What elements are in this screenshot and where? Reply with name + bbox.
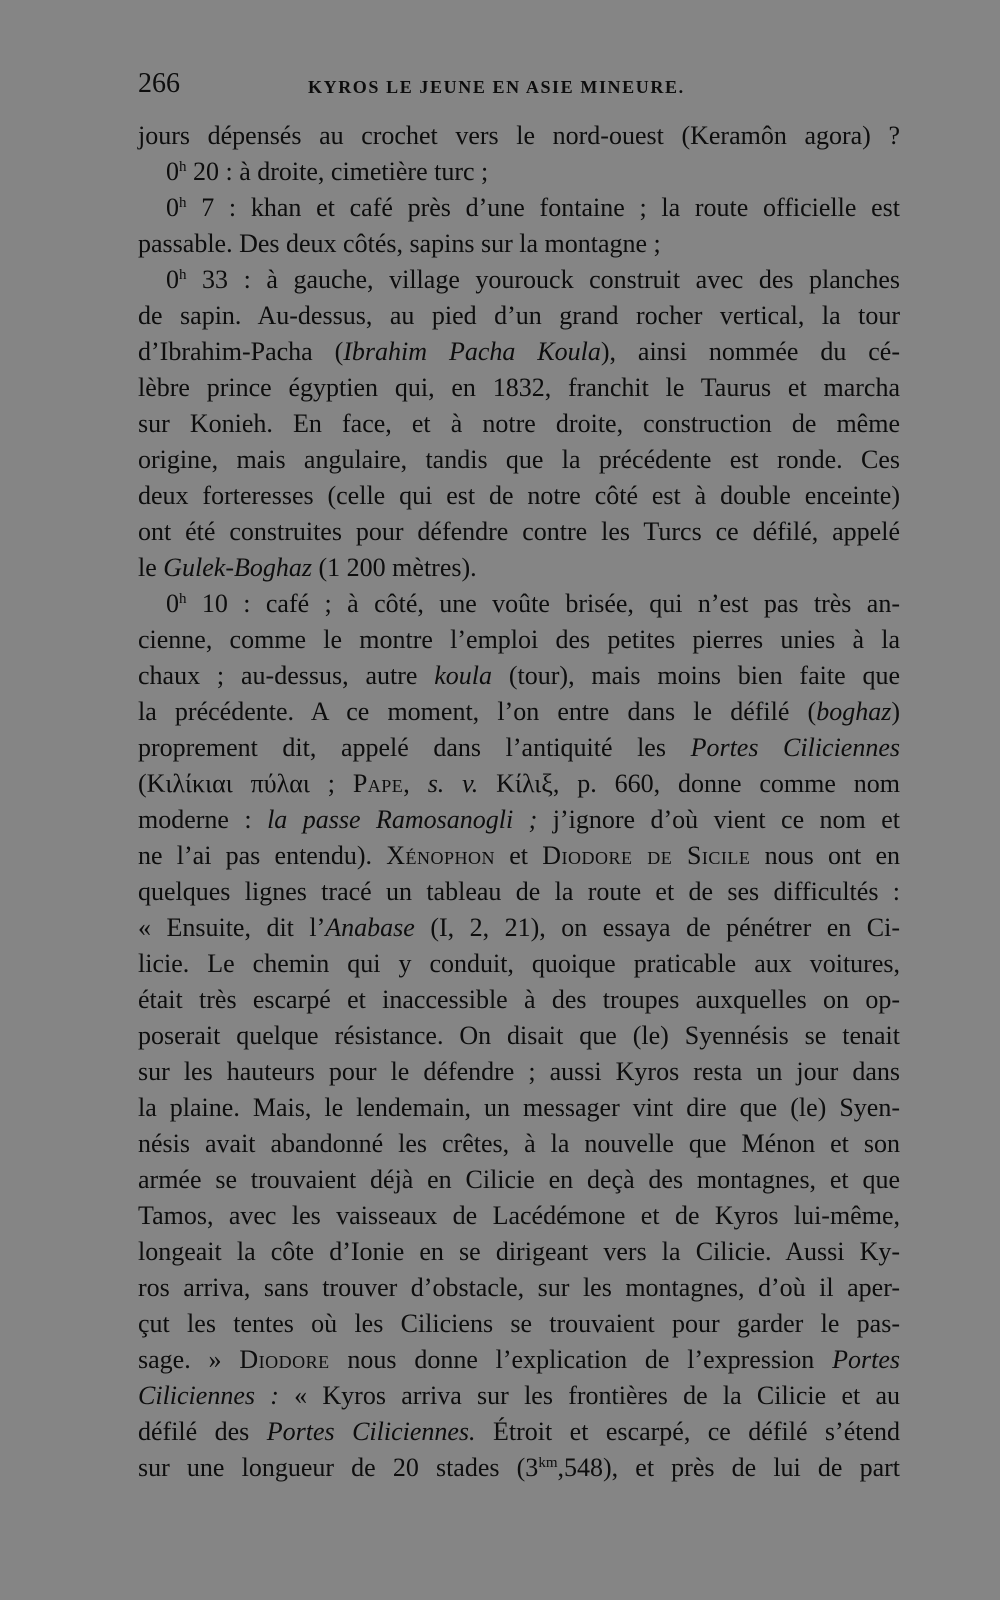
text-line: jours dépensés au crochet vers le nord-ouest (Keramôn agora) ? bbox=[138, 121, 900, 150]
text-line: la plaine. Mais, le lendemain, un messager vint dire que (le) Syen- bbox=[138, 1093, 900, 1122]
text-line: (Κιλίκιαι πύλαι ; Pape, s. v. Κίλιξ, p. 660, donne comme nom bbox=[138, 769, 901, 798]
text-line: licie. Le chemin qui y conduit, quoique praticable aux voitures, bbox=[138, 949, 900, 978]
text-line: cienne, comme le montre l’emploi des petites pierres unies à la bbox=[138, 625, 900, 654]
text-line: défilé des Portes Ciliciennes. Étroit et escarpé, ce défilé s’étend bbox=[138, 1417, 901, 1446]
text-line: Tamos, avec les vaisseaux de Lacédémone et de Kyros lui-même, bbox=[138, 1201, 900, 1230]
text-line: le Gulek-Boghaz (1 200 mètres). bbox=[138, 553, 477, 582]
text-line: 0$^h$ 7 : khan et café près d’une fontaine ; la route officielle est bbox=[166, 193, 900, 222]
text-line: 0$^h$ 33 : à gauche, village yourouck construit avec des planches bbox=[166, 265, 900, 294]
text-line: longeait la côte d’Ionie en se dirigeant vers la Cilicie. Aussi Ky- bbox=[138, 1237, 900, 1266]
text-line: « Ensuite, dit l’Anabase (I, 2, 21), on essaya de pénétrer en Ci- bbox=[138, 913, 900, 942]
text-line: ont été construites pour défendre contre les Turcs ce défilé, appelé bbox=[138, 517, 900, 546]
page-number: 266 bbox=[138, 68, 180, 99]
text-line: de sapin. Au-dessus, au pied d’un grand rocher vertical, la tour bbox=[138, 301, 900, 330]
text-line: lèbre prince égyptien qui, en 1832, franchit le Taurus et marcha bbox=[138, 373, 900, 402]
text-line: passable. Des deux côtés, sapins sur la montagne ; bbox=[138, 229, 661, 258]
text-line: sur une longueur de 20 stades $(3^{km},548)$, et près de lui de part bbox=[138, 1453, 901, 1482]
text-line: était très escarpé et inaccessible à des troupes auxquelles on op- bbox=[138, 985, 900, 1014]
text-line: Ciliciennes : « Kyros arriva sur les frontières de la Cilicie et au bbox=[138, 1381, 901, 1410]
text-line: 0$^h$ 20 : à droite, cimetière turc ; bbox=[166, 157, 489, 186]
text-line: nésis avait abandonné les crêtes, à la nouvelle que Ménon et son bbox=[138, 1129, 900, 1158]
text-line: quelques lignes tracé un tableau de la route et de ses difficultés : bbox=[138, 877, 900, 906]
text-line: origine, mais angulaire, tandis que la précédente est ronde. Ces bbox=[138, 445, 900, 474]
page-header bbox=[138, 68, 900, 108]
text-line: armée se trouvaient déjà en Cilicie en deçà des montagnes, et que bbox=[138, 1165, 900, 1194]
text-line: ros arriva, sans trouver d’obstacle, sur les montagnes, d’où il aper- bbox=[138, 1273, 900, 1302]
text-line: sur Konieh. En face, et à notre droite, construction de même bbox=[138, 409, 900, 438]
text-line: 0$^h$ 10 : café ; à côté, une voûte brisée, qui n’est pas très an- bbox=[166, 589, 900, 618]
text-line: poserait quelque résistance. On disait que (le) Syennésis se tenait bbox=[138, 1021, 900, 1050]
text-line: chaux ; au-dessus, autre koula (tour), mais moins bien faite que bbox=[138, 661, 900, 690]
running-head: KYROS LE JEUNE EN ASIE MINEURE. bbox=[308, 77, 685, 97]
text-line: d’Ibrahim-Pacha (Ibrahim Pacha Koula), ainsi nommée du cé- bbox=[138, 337, 900, 366]
text-line: la précédente. A ce moment, l’on entre dans le défilé (boghaz) bbox=[138, 697, 900, 726]
text-line: çut les tentes où les Ciliciens se trouvaient pour garder le pas- bbox=[138, 1309, 900, 1338]
body-text bbox=[138, 118, 900, 1486]
text-line: ne l’ai pas entendu). Xénophon et Diodore de Sicile nous ont en bbox=[138, 841, 900, 870]
text-line: deux forteresses (celle qui est de notre côté est à double enceinte) bbox=[138, 481, 900, 510]
text-line: proprement dit, appelé dans l’antiquité les Portes Ciliciennes bbox=[138, 733, 901, 762]
text-line: sur les hauteurs pour le défendre ; aussi Kyros resta un jour dans bbox=[138, 1057, 900, 1086]
text-line: sage. » Diodore nous donne l’explication de l’expression Portes bbox=[138, 1345, 900, 1374]
text-line: moderne : la passe Ramosanogli ; j’ignore d’où vient ce nom et bbox=[138, 805, 900, 834]
